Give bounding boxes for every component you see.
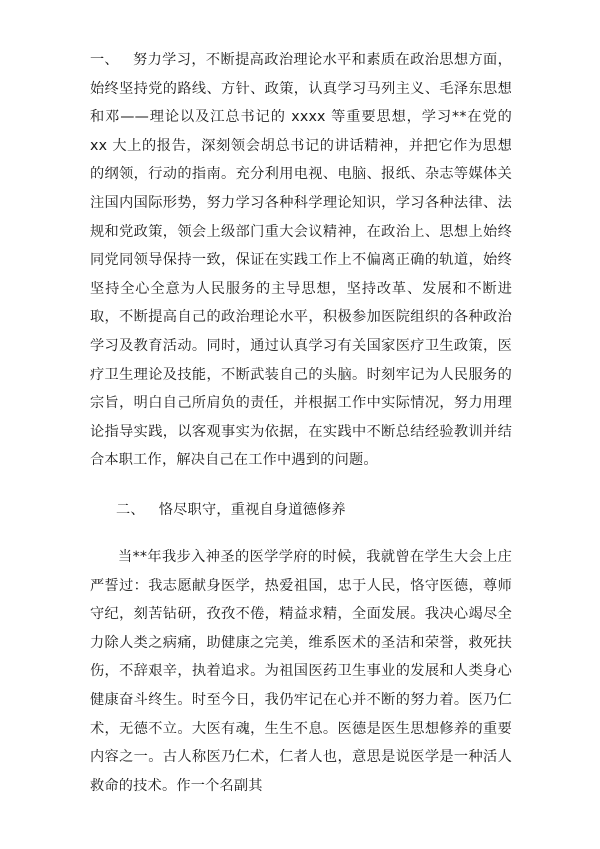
section-2-number: 二、 [116,502,145,518]
section-2-paragraph: 当**年我步入神圣的医学学府的时候，我就曾在学生大会上庄严誓过：我志愿献身医学，热爱祖国，忠于人民，恪守医德，尊师守纪，刻苦钻研，孜孜不倦，精益求精，全面发展。我决心竭尽全力除人类之病痛，助健康之完美，维系医术的圣洁和荣誉，救死扶伤，不辞艰辛，执着追求。为祖国医药卫生事业的发展和人类身心健康奋斗终生。时至今日，我仍牢记在心并不断的努力着。医乃仁术，无德不立。大医有魂，生生不息。医德是医生思想修养的重要内容之一。古人称医乃仁术，仁者人也，意思是说医学是一种活人救命的技术。作一个名副其 [90,549,512,794]
section-1-number: 一、 [90,52,119,68]
document-page [90,0,512,849]
section-1-paragraph [90,46,512,475]
section-2-heading-text: 恪尽职守，重视自身道德修养 [158,502,346,518]
section-2-heading [90,496,512,525]
section-1-text: 努力学习，不断提高政治理论水平和素质在政治思想方面，始终坚持党的路线、方针、政策，认真学习马列主义、毛泽东思想和邓——理论以及江总书记的 xxxx 等重要思想，学习**在党的 xx 大上的报告，深刻领会胡总书记的讲话精神，并把它作为思想的纲领，行动的指南。充分利用电视、电脑、报纸、杂志等媒体关注国内国际形势，努力学习各种科学理论知识，学习各种法律、法规和党政策，领会上级部门重大会议精神，在政治上、思想上始终同党同领导保持一致，保证在实践工作上不偏离正确的轨道，始终坚持全心全意为人民服务的主导思想，坚持改革、发展和不断进取，不断提高自己的政治理论水平，积极参加医院组织的各种政治学习及教育活动。同时，通过认真学习有关国家医疗卫生政策，医疗卫生理论及技能，不断武装自己的头脑。时刻牢记为人民服务的宗旨，明白自己所肩负的责任，并根据工作中实际情况，努力用理论指导实践，以客观事实为依据，在实践中不断总结经验教训并结合本职工作，解决自己在工作中遇到的问题。 [90,52,512,469]
